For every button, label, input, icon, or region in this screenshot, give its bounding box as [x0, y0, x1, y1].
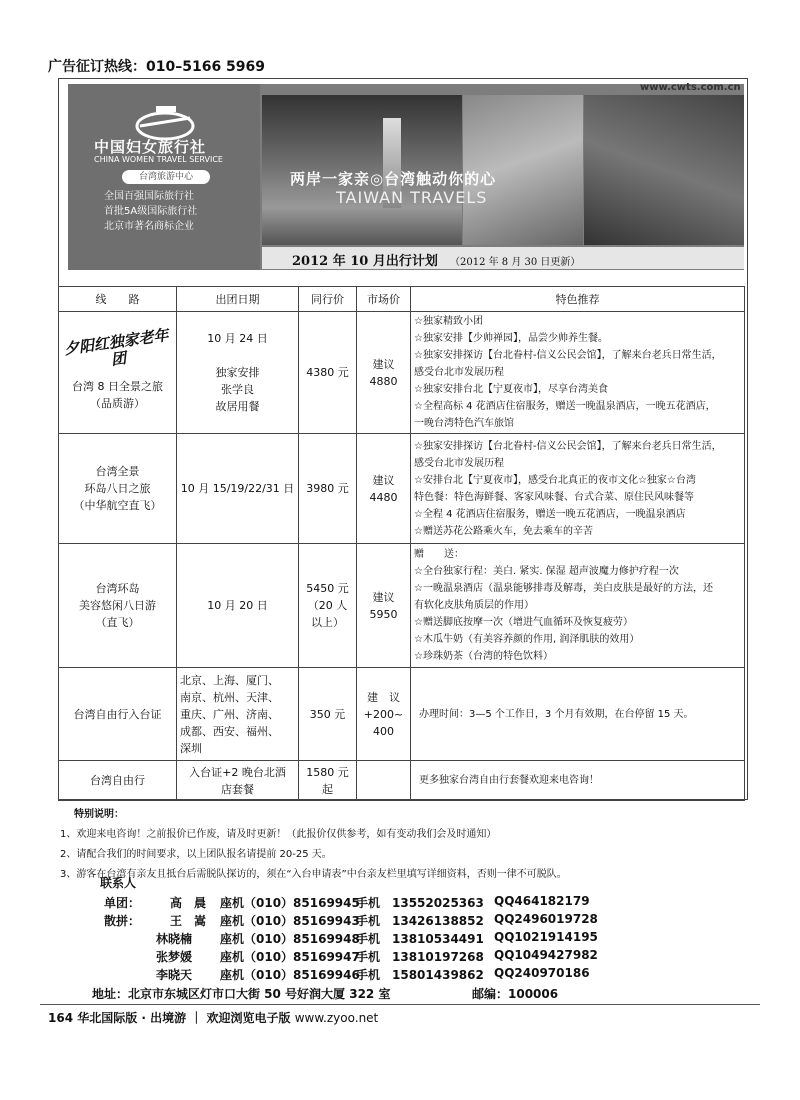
- contact-phone: 座机（010）85169943: [220, 914, 360, 928]
- date-line: 独家安排: [215, 366, 260, 379]
- contact-label: 散拼：: [104, 914, 141, 928]
- price-line: 建 议: [367, 690, 400, 704]
- contact-label: 单团：: [104, 896, 141, 910]
- market-price-cell: [357, 544, 411, 668]
- plan-title: 2012 年 10 月出行计划: [292, 254, 438, 269]
- banner-slogan: 两岸一家亲◎台湾触动你的心: [290, 170, 497, 188]
- peer-price-cell: 3980 元: [299, 434, 357, 544]
- price-line: 5450 元: [306, 582, 349, 595]
- company-name-en: CHINA WOMEN TRAVEL SERVICE: [94, 155, 223, 164]
- feature-line: ☆独家安排探访【台北眷村-信义公民会馆】，了解来台老兵日常生活，: [414, 440, 722, 452]
- dates-cell: [177, 761, 299, 801]
- dates-cell: 10 月 20 日: [177, 544, 299, 668]
- contact-name: 王 嵩: [170, 914, 207, 928]
- feature-line: 赠 送：: [414, 549, 464, 560]
- contact-phone: 座机（010）85169947: [220, 950, 360, 964]
- note-item: 3、游客在台湾有亲友且抵台后需脱队探访的，须在“入台申请表”中台亲友栏里填写详细资料，否则一律不可脱队。: [60, 869, 567, 880]
- route-type: （直飞）: [95, 616, 140, 629]
- gorge-photo: [584, 95, 744, 245]
- routes-table: [58, 286, 745, 801]
- price-line: 1580 元: [306, 765, 349, 779]
- price-line: 以上）: [311, 616, 344, 629]
- center-badge: 台湾旅游中心: [122, 170, 210, 184]
- col-header-market-price: 市场价: [357, 287, 411, 312]
- price-line: 4880: [369, 374, 398, 388]
- date-line: 10 月 24 日: [207, 332, 268, 345]
- date-line: 店套餐: [221, 782, 254, 796]
- features-cell: [411, 544, 745, 668]
- route-name: 台湾 8 日全景之旅: [72, 379, 163, 393]
- date-line: 故居用餐: [215, 400, 260, 413]
- features-cell: 办理时间：3—5 个工作日，3 个月有效期，在台停留 15 天。: [411, 668, 745, 761]
- feature-line: ☆全程高标 4 花酒店住宿服务，赠送一晚温泉酒店，一晚五花酒店，: [414, 401, 716, 412]
- contacts-title: 联系人: [100, 876, 137, 890]
- contact-phone: 座机（010）85169946: [220, 968, 360, 982]
- feature-line: ☆赠送脚底按摩一次（增进气血循环及恢复疲劳）: [414, 617, 633, 628]
- route-cell: [59, 434, 177, 544]
- contact-mobile: 手机 13810197268: [356, 950, 484, 964]
- footer: [48, 1009, 378, 1026]
- market-price-cell: [357, 668, 411, 761]
- feature-line: ☆赠送苏花公路乘火车，免去乘车的辛苦: [414, 525, 593, 537]
- contact-mobile: 手机 15801439862: [356, 968, 484, 982]
- contact-name: 高 晨: [170, 896, 207, 910]
- footer-url[interactable]: www.zyoo.net: [294, 1011, 379, 1025]
- table-row: [59, 312, 745, 434]
- feature-line: ☆独家精致小团: [414, 316, 483, 327]
- price-line: 4480: [369, 490, 398, 504]
- route-name: 台湾全景: [95, 465, 140, 478]
- features-cell: [411, 434, 745, 544]
- dates-cell: 10 月 15/19/22/31 日: [177, 434, 299, 544]
- special-notes: [60, 805, 567, 885]
- city-line: 成都、西安、福州、: [180, 724, 279, 738]
- feature-line: ☆安排台北【宁夏夜市】，感受台北真正的夜市文化☆独家☆台湾: [414, 474, 696, 486]
- credential-item: 首批5A级国际旅行社: [104, 206, 198, 217]
- contact-name: 张梦媛: [156, 950, 193, 964]
- market-price-cell: [357, 434, 411, 544]
- city-line: 深圳: [180, 741, 202, 755]
- col-header-features: 特色推荐: [411, 287, 745, 312]
- contact-mobile: 手机 13426138852: [356, 914, 484, 928]
- date-line: 张学良: [221, 383, 254, 396]
- price-line: 建议: [372, 473, 395, 487]
- plan-update-date: （2012 年 8 月 30 日更新）: [450, 257, 581, 268]
- contact-name: 林晓楠: [156, 932, 193, 946]
- col-header-route: 线 路: [59, 287, 177, 312]
- contact-mobile: 手机 13810534491: [356, 932, 484, 946]
- route-cell: [59, 312, 177, 434]
- footer-text: 华北国际版 · 出境游 ｜ 欢迎浏览电子版: [77, 1011, 291, 1025]
- footer-divider: [40, 1004, 760, 1005]
- table-row: [59, 761, 745, 801]
- contact-name: 李晓天: [156, 968, 193, 982]
- zip-code: 邮编：100006: [472, 987, 559, 1001]
- feature-line: 有软化皮肤角质层的作用）: [414, 600, 534, 611]
- date-line: 入台证+2 晚台北酒: [189, 765, 286, 779]
- contact-qq: QQ1049427982: [494, 948, 598, 962]
- price-line: （20 人: [307, 599, 348, 612]
- route-cell: 台湾自由行入台证: [59, 668, 177, 761]
- feature-line: 感受台北市发展历程: [414, 457, 504, 469]
- feature-line: 特色餐：特色海鲜餐、客家风味餐、台式合菜、原住民风味餐等: [414, 491, 694, 503]
- contact-qq: QQ2496019728: [494, 912, 598, 926]
- senior-tour-stamp: 夕阳红独家老年团: [62, 325, 170, 369]
- address: 地址：北京市东城区灯市口大街 50 号好润大厦 322 室: [92, 987, 391, 1001]
- feature-line: ☆全台独家行程：美白. 紧实. 保湿 超声波魔力修护疗程一次: [414, 566, 679, 577]
- market-price-cell: [357, 312, 411, 434]
- peer-price-cell: [299, 761, 357, 801]
- route-type: （中华航空直飞）: [73, 499, 162, 512]
- feature-line: ☆一晚温泉酒店（温泉能够排毒及解毒，美白皮肤是最好的方法，还: [414, 583, 713, 594]
- feature-line: ☆木瓜牛奶（有美容养颜的作用, 润泽肌肤的效用）: [414, 634, 640, 645]
- logo-panel: [68, 84, 260, 270]
- table-row: [59, 668, 745, 761]
- feature-line: ☆独家安排台北【宁夏夜市】，尽享台湾美食: [414, 384, 608, 395]
- price-line: 建议: [372, 590, 395, 604]
- dates-cell: [177, 312, 299, 434]
- city-line: 重庆、广州、济南、: [180, 707, 279, 721]
- credential-item: 北京市著名商标企业: [104, 221, 194, 232]
- route-name: 环岛八日之旅: [84, 482, 151, 495]
- price-line: 起: [322, 782, 333, 796]
- note-item: 1、欢迎来电咨询！之前报价已作废，请及时更新！（此报价仅供参考，如有变动我们会及时通知）: [60, 829, 497, 840]
- table-header-row: [59, 287, 745, 312]
- route-name: 台湾环岛: [95, 582, 140, 595]
- site-url: www.cwts.com.cn: [640, 82, 741, 93]
- route-cell: 台湾自由行: [59, 761, 177, 801]
- credential-item: 全国百强国际旅行社: [104, 191, 194, 202]
- feature-line: ☆独家安排探访【台北眷村-信义公民会馆】，了解来台老兵日常生活，: [414, 350, 722, 361]
- page-number: 164: [48, 1011, 74, 1025]
- contact-qq: QQ240970186: [494, 966, 590, 980]
- col-header-peer-price: 同行价: [299, 287, 357, 312]
- contact-mobile: 手机 13552025363: [356, 896, 484, 910]
- price-line: 建议: [372, 357, 395, 371]
- peer-price-cell: 4380 元: [299, 312, 357, 434]
- peer-price-cell: 350 元: [299, 668, 357, 761]
- notes-title: 特别说明：: [74, 809, 124, 820]
- route-cell: [59, 544, 177, 668]
- banner-slogan-en: TAIWAN TRAVELS: [336, 188, 488, 207]
- market-price-cell: [357, 761, 411, 801]
- contact-qq: QQ464182179: [494, 894, 590, 908]
- contact-phone: 座机（010）85169945: [220, 896, 360, 910]
- feature-line: 感受台北市发展历程: [414, 367, 504, 378]
- feature-line: ☆全程 4 花酒店住宿服务，赠送一晚五花酒店，一晚温泉酒店: [414, 508, 686, 520]
- company-name-cn: 中国妇女旅行社: [94, 138, 207, 156]
- route-name: 美容悠闲八日游: [79, 599, 156, 612]
- contact-qq: QQ1021914195: [494, 930, 598, 944]
- col-header-dates: 出团日期: [177, 287, 299, 312]
- features-cell: 更多独家台湾自由行套餐欢迎来电咨询！: [411, 761, 745, 801]
- feature-line: 一晚台湾特色汽车旅馆: [414, 418, 514, 429]
- table-row: [59, 434, 745, 544]
- note-item: 2、请配合我们的时间要求，以上团队报名请提前 20-25 天。: [60, 849, 332, 860]
- ad-hotline: 广告征订热线：010–5166 5969: [48, 59, 266, 75]
- feature-line: ☆独家安排【少帅禅园】，品尝少帅养生餐。: [414, 333, 608, 344]
- features-cell: [411, 312, 745, 434]
- contact-phone: 座机（010）85169948: [220, 932, 360, 946]
- spacer: [180, 347, 295, 364]
- credentials: [104, 189, 197, 234]
- route-type: （品质游）: [90, 396, 145, 410]
- dates-cell: [177, 668, 299, 761]
- city-line: 南京、杭州、天津、: [180, 690, 279, 704]
- table-row: [59, 544, 745, 668]
- price-line: 400: [373, 724, 394, 738]
- city-line: 北京、上海、厦门、: [180, 673, 279, 687]
- price-line: 5950: [369, 607, 398, 621]
- price-line: +200~: [363, 707, 404, 721]
- feature-line: ☆珍珠奶茶（台湾的特色饮料）: [414, 651, 553, 662]
- peer-price-cell: [299, 544, 357, 668]
